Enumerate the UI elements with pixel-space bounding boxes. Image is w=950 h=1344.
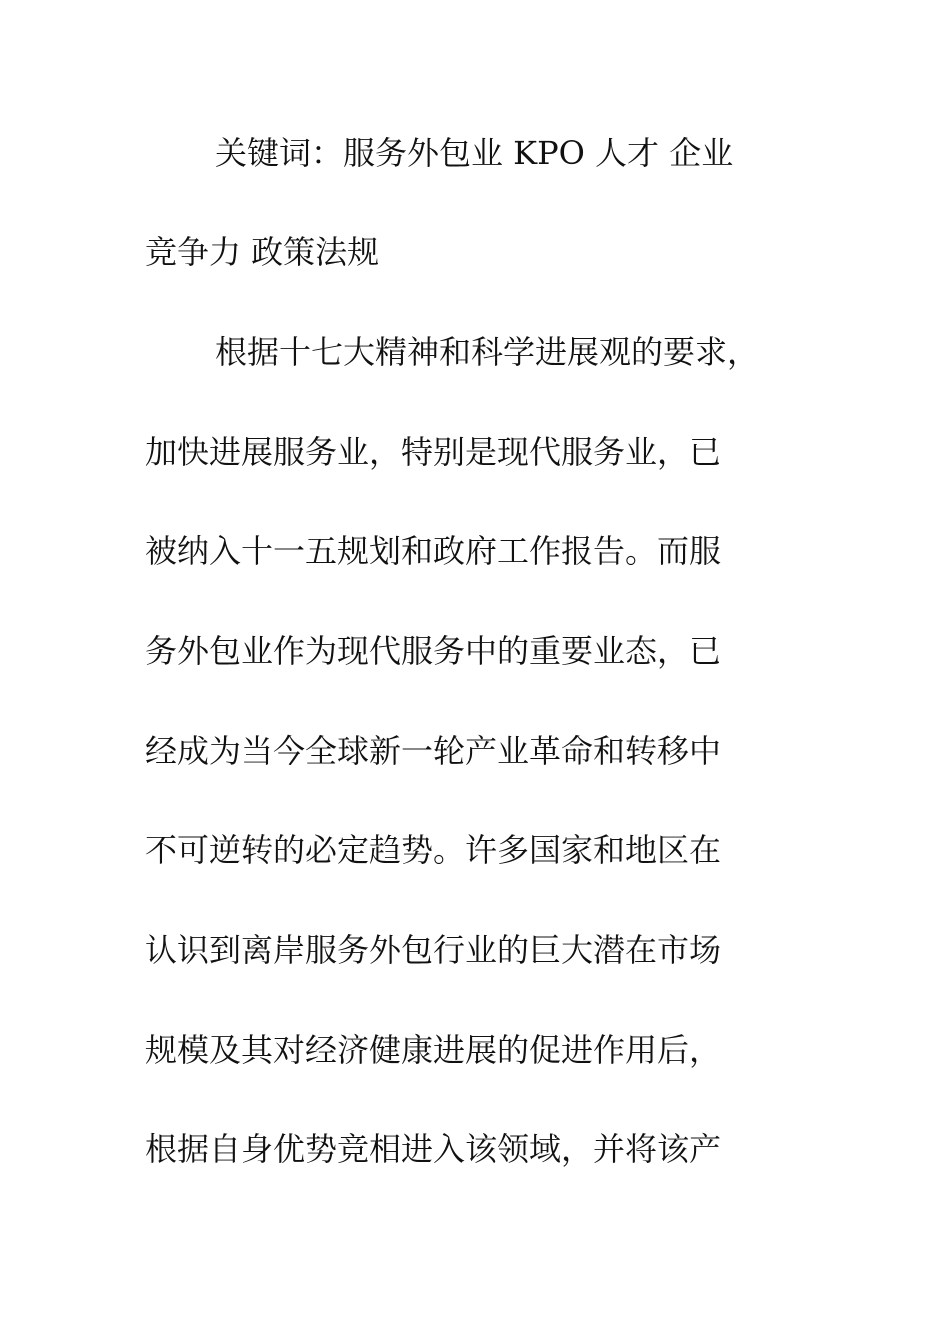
body-line-3: 被纳入十一五规划和政府工作报告。而服 [145, 532, 722, 570]
body-line-7: 认识到离岸服务外包行业的巨大潜在市场 [145, 931, 722, 969]
body-line-6: 不可逆转的必定趋势。许多国家和地区在 [145, 831, 722, 869]
body-line-5: 经成为当今全球新一轮产业革命和转移中 [145, 732, 722, 770]
body-line-1: 根据十七大精神和科学进展观的要求， [215, 333, 760, 371]
keywords-line-1: 关键词：服务外包业 KPO 人才 企业 [215, 134, 734, 172]
body-line-8: 规模及其对经济健康进展的促进作用后， [145, 1031, 722, 1069]
body-line-2: 加快进展服务业，特别是现代服务业，已 [145, 433, 722, 471]
keywords-line-2: 竞争力 政策法规 [145, 233, 380, 271]
body-line-9: 根据自身优势竞相进入该领域，并将该产 [145, 1130, 722, 1168]
body-line-4: 务外包业作为现代服务中的重要业态，已 [145, 632, 722, 670]
